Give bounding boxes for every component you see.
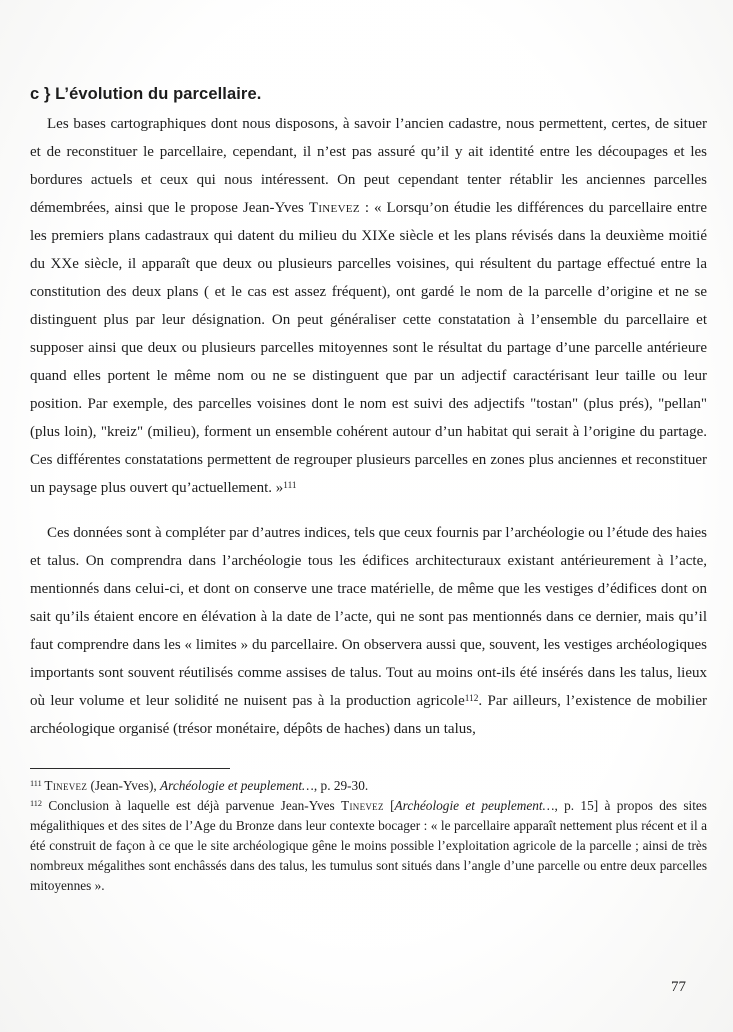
paragraph-2 — [30, 519, 707, 743]
footnote-text-segment: (Jean-Yves), — [87, 778, 161, 793]
author-name-smallcaps: Tinevez — [341, 798, 384, 813]
work-title-italic: Archéologie et peuplement… — [394, 798, 555, 813]
author-name-smallcaps: Tinevez — [44, 778, 88, 793]
work-title-italic: Archéologie et peuplement… — [160, 778, 314, 793]
footnote-number: 111 — [30, 779, 42, 789]
paragraph-1 — [30, 110, 707, 502]
footnote-ref-112: 112 — [464, 693, 479, 704]
footnote-text-segment: Conclusion à laquelle est déjà parvenue Jean-Yves — [42, 798, 342, 813]
footnote-112 — [30, 796, 707, 896]
page-content — [30, 84, 707, 896]
footnote-number: 112 — [30, 799, 43, 809]
author-name-smallcaps: Tinevez — [308, 200, 360, 216]
footnote-text-segment: [ — [383, 798, 395, 813]
body-text-segment: . Par ailleurs, l’existence de mobilier archéologique organisé (trésor monétaire, dépôts de haches) dans un talus, — [30, 693, 707, 737]
section-heading: c } L’évolution du parcellaire. — [30, 85, 262, 103]
body-text-segment: Les bases cartographiques dont nous disposons, à savoir l’ancien cadastre, nous permettent, certes, de situer et de reconstituer le parcellaire, cependant, il n’est pas assuré qu’il y ait identité entre les découpages et les bordures actuels et ceux qui nous intéressent. On peut cependant tenter rétablir les anciennes parcelles démembrées, ainsi que le propose Jean-Yves — [30, 116, 707, 216]
footnote-ref-111: 111 — [283, 480, 297, 491]
page-number: 77 — [671, 979, 686, 995]
footnote-text-segment: , p. 29-30. — [313, 778, 369, 793]
footnote-separator — [30, 768, 230, 769]
footnote-111 — [30, 776, 707, 796]
body-text-segment: : « Lorsqu’on étudie les différences du parcellaire entre les premiers plans cadastraux qui datent du milieu du XIXe siècle et les plans révisés dans la deuxième moitié du XXe siècle, il apparaît que deux ou plusieurs parcelles voisines, qui résultent du partage effectué entre la constitution des deux plans ( et le cas est assez fréquent), ont gardé le nom de la parcelle d’origine et ne se distinguent plus par leur désignation. On peut généraliser cette constatation à l’ensemble du parcellaire et supposer ainsi que deux ou plusieurs parcelles mitoyennes sont le résultat du partage d’une parcelle antérieure quand elles portent le même nom ou ne se distinguent que par un adjectif caractérisant leur taille ou leur position. Par exemple, des parcelles voisines dont le nom est suivi des adjectifs "tostan" (plus prés), "pellan" (plus loin), "kreiz" (milieu), forment un ensemble cohérent autour d’un habitat qui serait à l’origine du partage. Ces différentes constatations permettent de regrouper plusieurs parcelles en zones plus anciennes et reconstituer un paysage plus ouvert qu’actuellement. » — [30, 200, 707, 496]
body-text-segment: Ces données sont à compléter par d’autres indices, tels que ceux fournis par l’archéologie ou l’étude des haies et talus. On comprendra dans l’archéologie tous les édifices architecturaux existant antérieurement à l’acte, mentionnés dans celui-ci, et dont on conserve une trace matérielle, de même que les vestiges d’édifices dont on sait qu’ils étaient encore en élévation à la date de l’acte, qui ne sont pas mentionnés dans ce dernier, mais qu’il faut comprendre dans les « limites » du parcellaire. On observera aussi que, souvent, les vestiges archéologiques importants sont souvent réutilisés comme assises de talus. Tout au moins ont-ils été insérés dans les talus, lieux où leur volume et leur solidité ne nuisent pas à la production agricole — [30, 525, 707, 709]
footnote-text-segment: , p. 15] à propos des sites mégalithiques et des sites de l’Age du Bronze dans leur contexte bocager : « le parcellaire apparaît nettement plus récent et il a été construit de façon à ce que le site archéologique gêne le moins possible l’exploitation agricole de la parcelle ; ainsi de très nombreux mégalithes sont enchâssés dans des talus, les tumulus sont situés dans l’angle d’une parcelle ou entre deux parcelles mitoyennes ». — [30, 798, 707, 893]
